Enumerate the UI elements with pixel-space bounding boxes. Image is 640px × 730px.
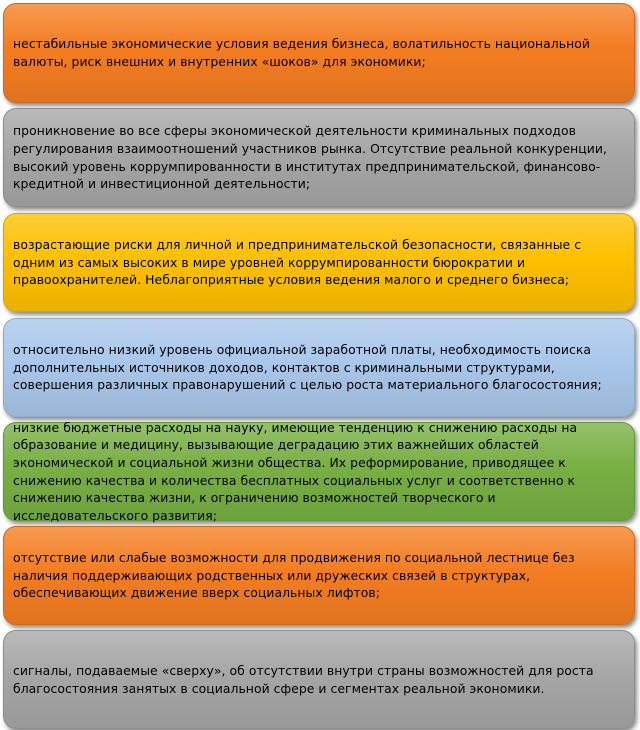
factor-text: отсутствие или слабые возможности для продвижения по социальной лестнице без наличия поддерживающих родственных или дружеских связей в структурах, обеспечивающих движение вверх социальных лифтов; <box>13 550 575 601</box>
factor-text: сигналы, подаваемые «сверху», об отсутствии внутри страны возможностей для роста благосостояния занятых в социальной сфере и сегментах реальной экономики. <box>13 662 594 696</box>
factor-box-security-risks <box>3 213 635 312</box>
factor-box-budget-spending <box>3 419 635 523</box>
factor-text: возрастающие риски для личной и предпринимательской безопасности, связанные с одним из самых высоких в мире уровней коррумпированности бюрократии и правоохранителей. Неблагоприятные условия ведения малого и среднего бизнеса; <box>13 237 582 288</box>
factor-box-criminal-regulation <box>3 108 635 207</box>
factor-text: проникновение во все сферы экономической деятельности криминальных подходов регулирования взаимоотношений участников рынка. Отсутствие реальной конкуренции, высокий уровень коррумпированности в институтах предпринимательской, финансово-кредитной и инвестиционной деятельности; <box>13 123 607 192</box>
factor-text: нестабильные экономические условия ведения бизнеса, волатильность национальной валюты, риск внешних и внутренних «шоков» для экономики; <box>13 36 591 69</box>
factor-box-social-mobility <box>3 526 635 625</box>
factor-text: низкие бюджетные расходы на науку, имеющие тенденцию к снижению расходы на образование и медицину, вызывающие деградацию этих важнейших областей экономической и социальной жизни общества. Их реформирование, приводящее к снижению качества и количества бесплатных социальных услуг и соответственно к снижению качества жизни, к ограничению возможностей творческого и исследовательского развития; <box>13 419 578 523</box>
factor-box-economic-instability <box>3 3 635 103</box>
factor-box-signals-from-above <box>3 630 635 729</box>
factor-box-low-wages <box>3 318 635 417</box>
factor-text: относительно низкий уровень официальной заработной платы, необходимость поиска дополнительных источников доходов, контактов с криминальными структурами, совершения различных правонарушений с целью роста материального благосостояния; <box>13 342 602 393</box>
